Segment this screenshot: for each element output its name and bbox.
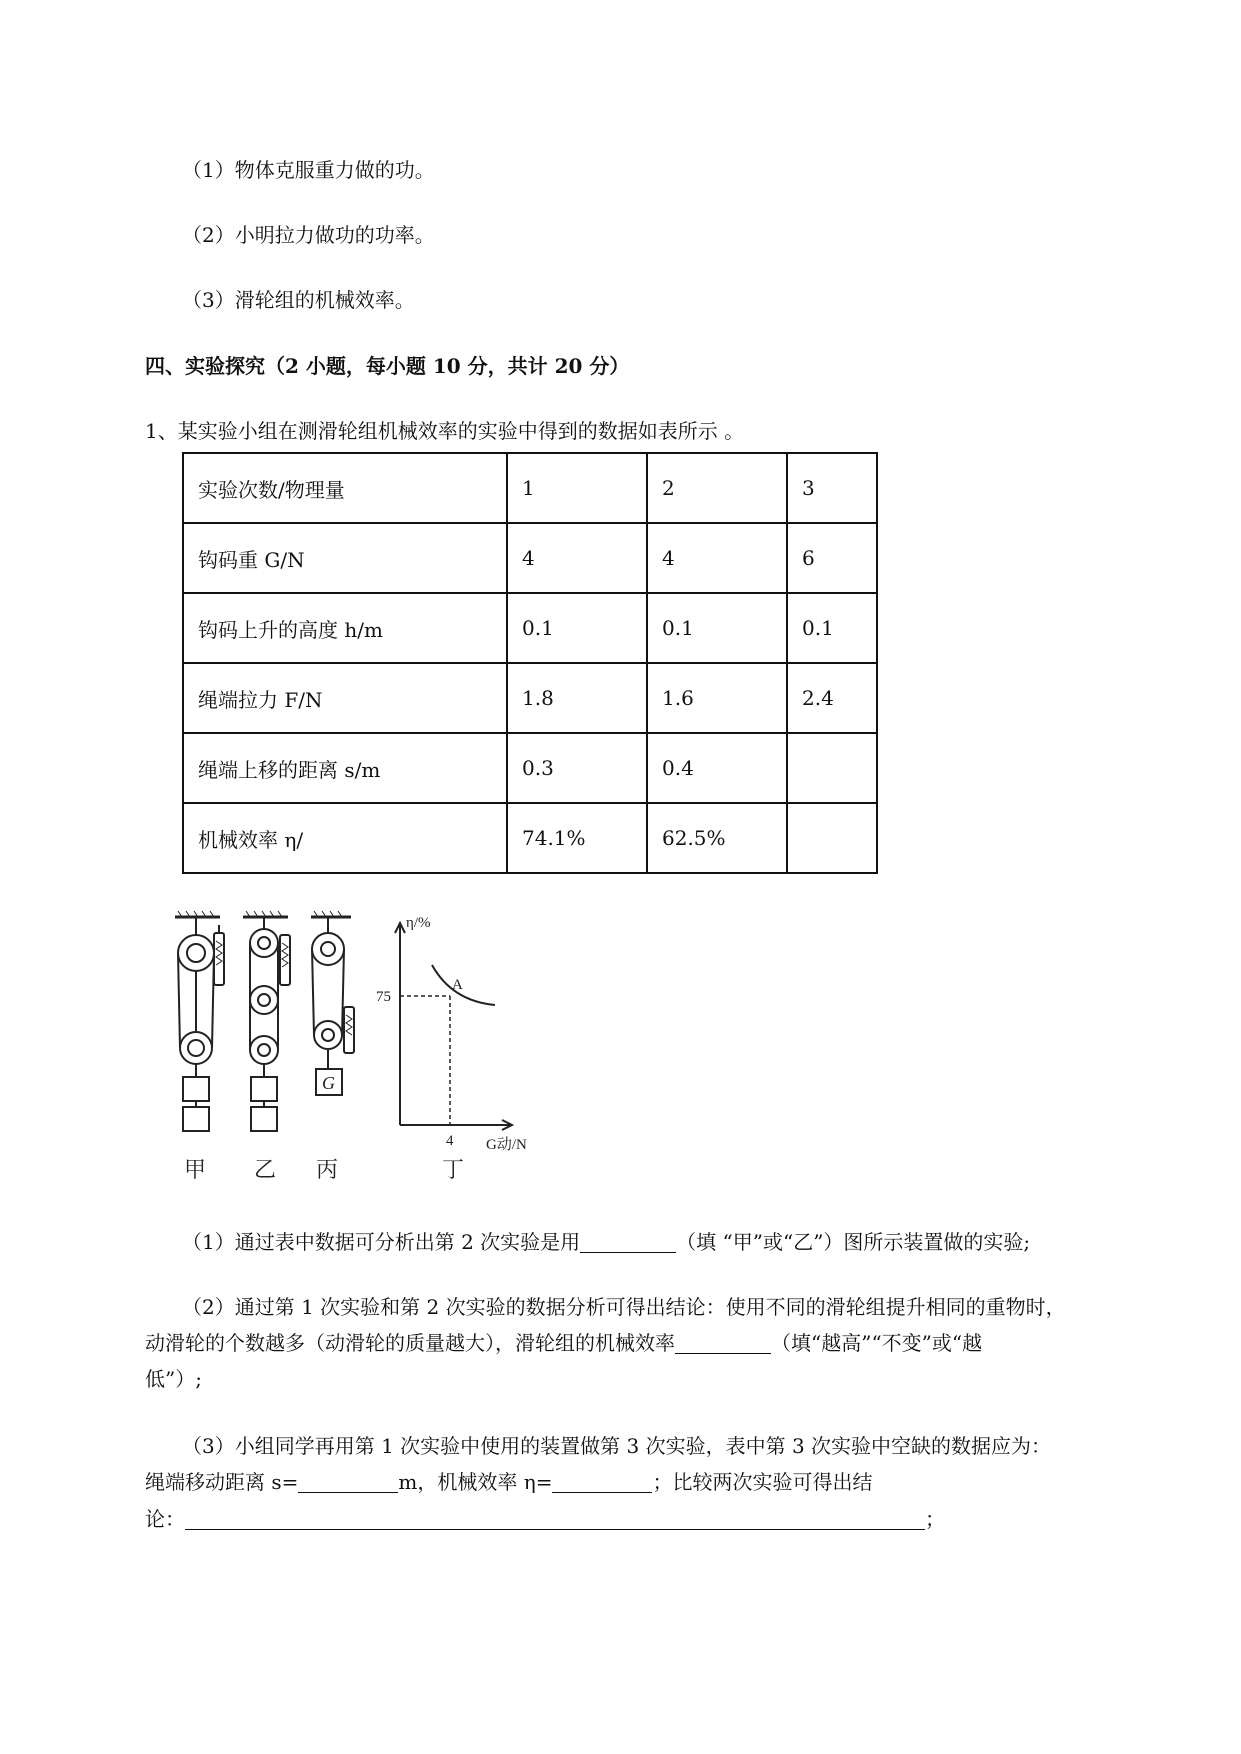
figure-label-bing: 丙 [316,1158,339,1183]
answer-blank-s[interactable] [298,1472,398,1493]
table-row [183,733,877,803]
pulley-system-bing [311,911,354,1095]
table-cell: 0.1 [647,593,787,663]
table-cell: 1 [507,453,647,523]
figure-label-ding: 丁 [442,1158,465,1183]
sub-question-2-text-a: 动滑轮的个数越多（动滑轮的质量越大），滑轮组的机械效率 [145,1331,675,1355]
table-cell: 0.3 [507,733,647,803]
prev-question-2: （2）小明拉力做功的功率。 [182,223,435,247]
pulley-figure [170,905,590,1185]
table-cell [787,803,877,873]
graph-point-label: A [452,977,463,993]
table-row [183,523,877,593]
figure-label-yi: 乙 [254,1158,277,1183]
figure-label-jia: 甲 [184,1158,207,1183]
table-row [183,593,877,663]
graph-y-axis-label: η/% [406,915,431,931]
table-cell: 62.5% [647,803,787,873]
answer-blank-1[interactable] [580,1232,676,1253]
table-cell [787,733,877,803]
table-cell: 0.1 [787,593,877,663]
table-cell: 2 [647,453,787,523]
sub-question-3-line-1: （3）小组同学再用第 1 次实验中使用的装置做第 3 次实验，表中第 3 次实验中空缺的数据应为： [182,1434,1052,1458]
answer-blank-eta[interactable] [552,1472,652,1493]
table-cell: 1.8 [507,663,647,733]
table-cell: 0.4 [647,733,787,803]
table-row [183,663,877,733]
answer-blank-2[interactable] [675,1333,771,1354]
prev-question-3: （3）滑轮组的机械效率。 [182,288,415,312]
sub-question-3-text-d: 论： [145,1507,185,1531]
sub-question-3-line-3 [145,1505,945,1533]
table-cell: 1.6 [647,663,787,733]
table-cell: 0.1 [507,593,647,663]
table-cell: 2.4 [787,663,877,733]
table-cell: 绳端拉力 F/N [183,663,507,733]
section-heading: 四、实验探究（2 小题，每小题 10 分，共计 20 分） [145,354,630,378]
weight-label: G [322,1073,335,1093]
table-cell: 74.1% [507,803,647,873]
table-row [183,453,877,523]
prev-question-1: （1）物体克服重力做的功。 [182,158,435,182]
sub-question-2-line-3: 低”）; [145,1367,202,1391]
graph-x-axis-label: G动/N [486,1137,527,1153]
answer-blank-conclusion[interactable] [185,1509,925,1530]
table-cell: 3 [787,453,877,523]
table-cell: 4 [647,523,787,593]
table-cell: 实验次数/物理量 [183,453,507,523]
sub-question-3-text-c: ；比较两次实验可得出结 [652,1470,873,1494]
graph-x-tick: 4 [446,1133,454,1149]
table-row [183,803,877,873]
sub-question-2-line-1: （2）通过第 1 次实验和第 2 次实验的数据分析可得出结论：使用不同的滑轮组提升相同的重物时， [182,1295,1066,1319]
sub-question-2-line-2 [145,1329,982,1357]
sub-question-1-text-a: （1）通过表中数据可分析出第 2 次实验是用 [182,1230,581,1254]
efficiency-graph [376,915,527,1153]
sub-question-3-text-b: m，机械效率 η= [398,1470,553,1494]
sub-question-3-line-2 [145,1468,872,1496]
table-cell: 6 [787,523,877,593]
graph-y-tick: 75 [376,989,391,1005]
table-cell: 机械效率 η/ [183,803,507,873]
sub-question-3-text-e: ； [925,1507,945,1531]
table-cell: 钩码上升的高度 h/m [183,593,507,663]
problem-intro: 1、某实验小组在测滑轮组机械效率的实验中得到的数据如表所示 。 [145,419,745,443]
sub-question-1-text-b: （填 “甲”或“乙”）图所示装置做的实验; [676,1230,1031,1254]
sub-question-2-text-b: （填“越高”“不变”或“越 [771,1331,983,1355]
sub-question-1 [182,1228,1030,1256]
pulley-system-yi [243,911,290,1131]
sub-question-3-text-a: 绳端移动距离 s= [145,1470,299,1494]
pulley-system-jia [175,911,224,1131]
table-cell: 绳端上移的距离 s/m [183,733,507,803]
table-cell: 4 [507,523,647,593]
table-cell: 钩码重 G/N [183,523,507,593]
data-table [182,452,878,874]
